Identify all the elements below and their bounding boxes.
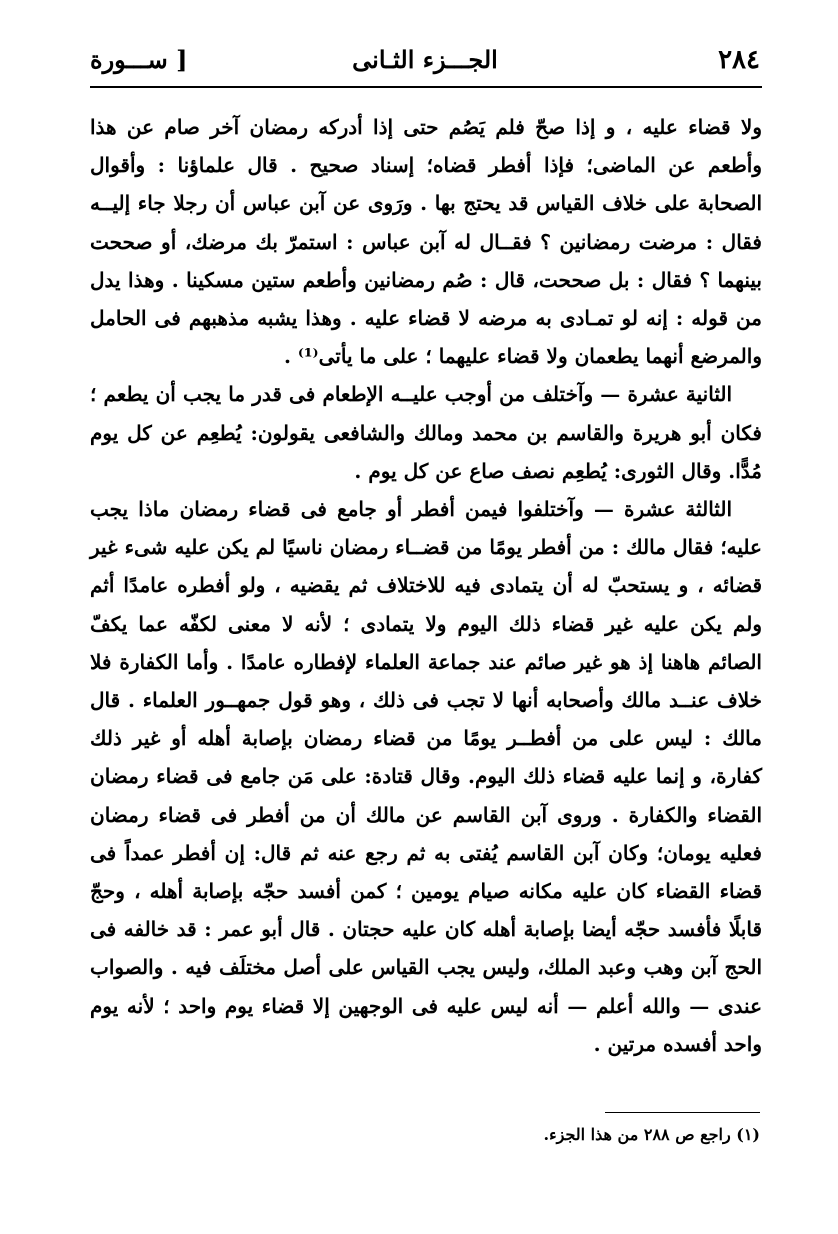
page-header bbox=[90, 40, 760, 80]
paragraph-continuation: ولا قضاء عليه ، و إذا صحّ فلم يَصُم حتى إذا أدركه رمضان آخر صام عن هذا وأطعم عن الماضى؛ فإذا أفطر قضاه؛ إسناد صحيح . قال علماؤنا : وأقوال الصحابة على خلاف القياس قد يحتج بها . ورَوى عن آبن عباس أن رجلا جاء إليــه فقال : مرضت رمضانين ؟ فقــال له آبن عباس : استمرّ بك مرضك، أو صححت بينهما ؟ فقال : بل صححت، قال : صُم رمضانين وأطعم ستين مسكينا . وهذا يدل من قوله : إنه لو تمـادى به مرضه لا قضاء عليه . وهذا يشبه مذهبهم فى الحامل والمرضع أنهما يطعمان ولا قضاء عليهما ؛ على ما يأتى⁽¹⁾ . bbox=[90, 115, 762, 369]
surah-label: [ ســـورة bbox=[90, 45, 188, 74]
main-text bbox=[90, 108, 762, 1063]
footnote: (١) راجع ص ٢٨٨ من هذا الجزء. bbox=[543, 1125, 760, 1144]
running-title: الجـــزء الثـانى bbox=[352, 45, 498, 74]
paragraph-thirteenth: الثالثة عشرة — وآختلفوا فيمن أفطر أو جامع فى قضاء رمضان ماذا يجب عليه؛ فقال مالك : من أفطر يومًا من قضــاء رمضان ناسيًا لم يكن عليه شىء غير قضائه ، و يستحبّ له أن يتمادى فيه للاختلاف ثم يقضيه ، ولو أفطره عامدًا أثم ولم يكن عليه غير قضاء ذلك اليوم ولا يتمادى ؛ لأنه لا معنى لكفّه عما يكفّ الصائم هاهنا إذ هو غير صائم عند جماعة العلماء لإفطاره عامدًا . وأما الكفارة فلا خلاف عنــد مالك وأصحابه أنها لا تجب فى ذلك ، وهو قول جمهــور العلماء . قال مالك : ليس على من أفطــر يومًا من قضاء رمضان بإصابة أهله أو غير ذلك كفارة، و إنما عليه قضاء ذلك اليوم. وقال قتادة: على مَن جامع فى قضاء رمضان القضاء والكفارة . وروى آبن القاسم عن مالك أن من أفطر فى قضاء رمضان فعليه يومان؛ وكان آبن القاسم يُفتى به ثم رجع عنه ثم قال: إن أفطر عمداً فى قضاء القضاء كان عليه مكانه صيام يومين ؛ كمن أفسد حجّه بإصابة أهله ، وحجّ قابلًا فأفسد حجّه أيضا بإصابة أهله كان عليه حجتان . قال أبو عمر : قد خالفه فى الحج آبن وهب وعبد الملك، وليس يجب القياس على أصل مختلَف فيه . والصواب عندى — والله أعلم — أنه ليس عليه فى الوجهين إلا قضاء يوم واحد ؛ لأنه يوم واحد أفسده مرتين . bbox=[90, 497, 762, 1056]
page-number: ٢٨٤ bbox=[718, 45, 760, 75]
footnote-divider bbox=[605, 1112, 760, 1113]
paragraph-twelfth: الثانية عشرة — وآختلف من أوجب عليــه الإطعام فى قدر ما يجب أن يطعم ؛ فكان أبو هريرة والقاسم بن محمد ومالك والشافعى يقولون: يُطعِم عن كل يوم مُدًّا. وقال الثورى: يُطعِم نصف صاع عن كل يوم . bbox=[90, 382, 762, 483]
header-divider bbox=[90, 86, 762, 88]
